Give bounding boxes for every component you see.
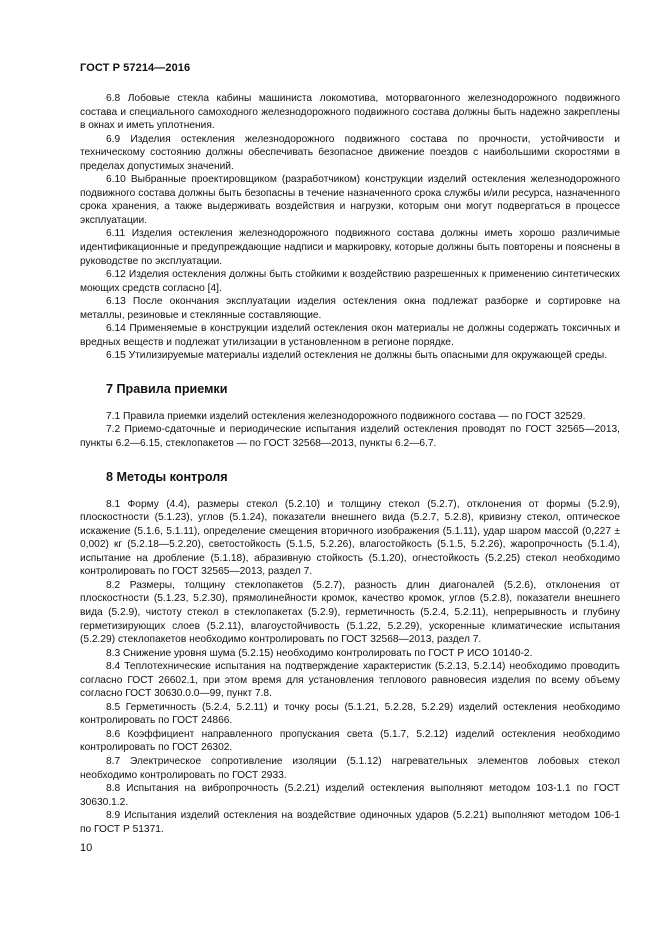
paragraph-8-4: 8.4 Теплотехнические испытания на подтверждение характеристик (5.2.13, 5.2.14) необходимо проводить согласно ГОСТ 26602.1, при этом время для установления теплового равновесия изделия по всему объему согласно ГОСТ 30630.0.0—99, пункт 7.8.: [80, 661, 620, 700]
paragraph-6-14: 6.14 Применяемые в конструкции изделий остекления окон материалы не должны содержать токсичных и вредных веществ и подлежат утилизации в установленном в регионе порядке.: [80, 323, 620, 348]
paragraph-6-13: 6.13 После окончания эксплуатации изделия остекления окна подлежат разборке и сортировке на металлы, резиновые и стеклянные составляющие.: [80, 296, 620, 321]
document-header-code: ГОСТ Р 57214—2016: [80, 62, 191, 74]
section-6-continued: [80, 92, 620, 363]
page-number: 10: [80, 842, 93, 854]
paragraph-8-7: 8.7 Электрическое сопротивление изоляции (5.1.12) нагревательных элементов лобовых стекол необходимо контролировать по ГОСТ 2933.: [80, 755, 620, 781]
paragraph-8-3: 8.3 Снижение уровня шума (5.2.15) необходимо контролировать по ГОСТ Р ИСО 10140-2.: [106, 647, 533, 659]
paragraph-7-1: 7.1 Правила приемки изделий остекления железнодорожного подвижного состава — по ГОСТ 32529.: [106, 410, 586, 422]
paragraph-8-6: 8.6 Коэффициент направленного пропускания света (5.1.7, 5.2.12) изделий остекления необходимо контролировать по ГОСТ 26302.: [80, 728, 620, 754]
paragraph-8-1: 8.1 Форму (4.4), размеры стекол (5.2.10) и толщину стекол (5.2.7), отклонения от формы (5.2.9), плоскостности (5.1.23), углов (5.1.24), показатели внешнего вида (5.2.7, 5.2.8), кривизну стекол, оптическое искажение (5.1.6, 5.1.11), определение смещения вторичного изображения (5.1.11), удар шаром массой (0,227 ± 0,002) кг (5.2.18—5.2.20), светостойкость (5.1.5, 5.2.26), влагостойкость (5.1.5, 5.2.26), жаропрочность (5.1.4), испытание на дробление (5.1.18), абразивную стойкость (5.1.20), огнестойкость (5.2.25) стекол необходимо контролировать по ГОСТ 32565—2013, раздел 7.: [80, 498, 620, 578]
paragraph-6-8: 6.8 Лобовые стекла кабины машиниста локомотива, моторвагонного железнодорожного подвижного состава и специального самоходного железнодорожного подвижного состава должны быть надежно закреплены в окнах и иметь уплотнения.: [80, 93, 620, 132]
paragraph-7-2: 7.2 Приемо-сдаточные и периодические испытания изделий остекления проводят по ГОСТ 32565—2013, пункты 6.2—6.15, стеклопакетов — по ГОСТ 32568—2013, пункты 6.2—6.7.: [80, 424, 620, 450]
section-7-title: 7 Правила приемки: [106, 381, 228, 396]
section-7: [80, 382, 620, 451]
paragraph-8-2: 8.2 Размеры, толщину стеклопакетов (5.2.7), разность длин диагоналей (5.2.6), отклонения от плоскостности (5.1.23, 5.2.30), прямолинейности кромок, качество кромок, углов (5.2.8), показатели внешнего вида (5.2.9), чистоту стекол в стеклопакетах (5.2.9), герметичность (5.2.4, 5.2.11), непрерывность и глубину герметизирующих слоев (5.2.11), влагоустойчивость (5.1.22, 5.2.29), ускоренные климатические испытания (5.2.29) стеклопакетов необходимо контролировать по ГОСТ 32568—2013, раздел 7.: [80, 579, 620, 646]
section-8: [80, 470, 620, 837]
paragraph-6-15: 6.15 Утилизируемые материалы изделий остекления не должны быть опасными для окружающей среды.: [106, 350, 608, 362]
paragraph-6-11: 6.11 Изделия остекления железнодорожного подвижного состава должны иметь хорошо различимые идентификационные и предупреждающие надписи и маркировку, которые должны быть повторены и пояснены в руководстве по эксплуатации.: [80, 228, 620, 267]
paragraph-6-10: 6.10 Выбранные проектировщиком (разработчиком) конструкции изделий остекления железнодорожного подвижного состава должны быть безопасны в течение назначенного срока службы и/или ресурса, назначенного срока хранения, а также выдерживать воздействия и нагрузки, которым они могут подвергаться в процессе эксплуатации.: [80, 174, 620, 226]
paragraph-8-9: 8.9 Испытания изделий остекления на воздействие одиночных ударов (5.2.21) выполняют методом 106-1 по ГОСТ Р 51371.: [80, 810, 620, 835]
paragraph-8-8: 8.8 Испытания на вибропрочность (5.2.21) изделий остекления выполняют методом 103-1.1 по ГОСТ 30630.1.2.: [80, 783, 620, 808]
paragraph-6-12: 6.12 Изделия остекления должны быть стойкими к воздействию разрешенных к применению синтетических моющих средств согласно [4].: [80, 269, 620, 294]
document-body: [80, 92, 620, 836]
paragraph-8-5: 8.5 Герметичность (5.2.4, 5.2.11) и точку росы (5.1.21, 5.2.28, 5.2.29) изделий остекления необходимо контролировать по ГОСТ 24866.: [80, 701, 620, 727]
section-8-title: 8 Методы контроля: [106, 469, 228, 484]
paragraph-6-9: 6.9 Изделия остекления железнодорожного подвижного состава по прочности, устойчивости и техническому состоянию должны обеспечивать безопасное движение поездов с наибольшими скоростями в пределах допустимых значений.: [80, 133, 620, 172]
